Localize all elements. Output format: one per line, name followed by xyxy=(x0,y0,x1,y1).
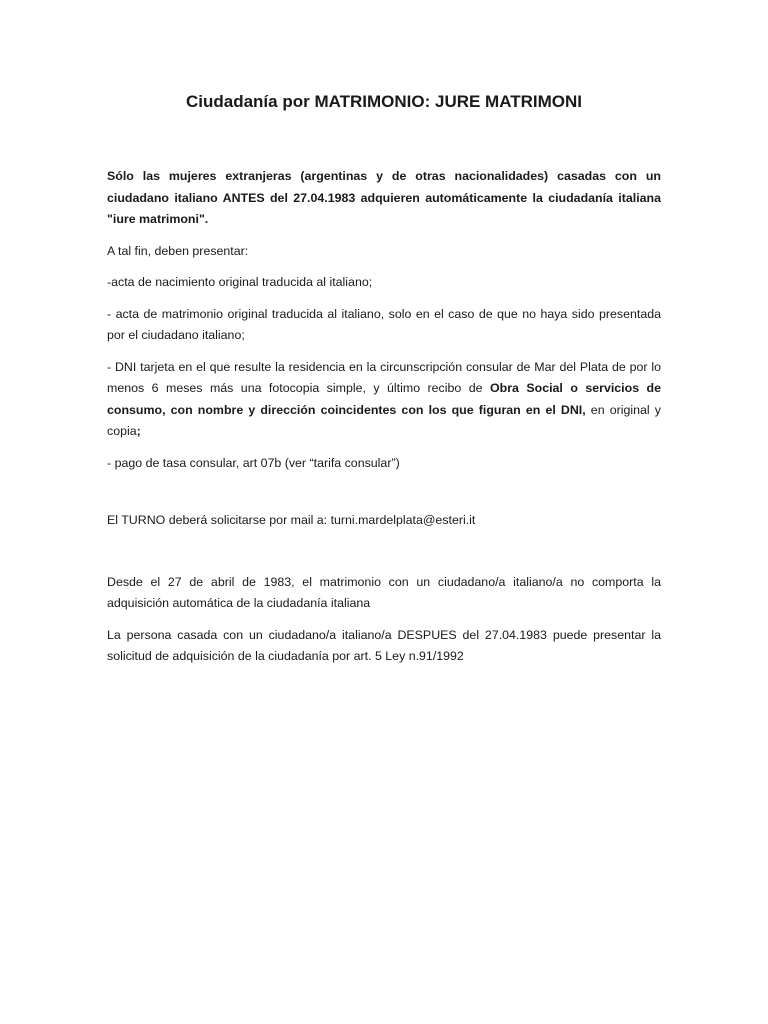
requirement-dni-copy-text: en original y copia xyxy=(107,402,661,438)
requirement-dni-text: - DNI tarjeta en el que resulte la residencia en la circunscripción consular de Mar del Plata de por lo menos 6 meses más una fotocopia simple, y último recibo de xyxy=(107,359,661,395)
page-title: Ciudadanía por MATRIMONIO: JURE MATRIMONI xyxy=(185,92,583,111)
note-after-1983-paragraph: La persona casada con un ciudadano/a italiano/a DESPUES del 27.04.1983 puede presentar la solicitud de adquisición de la ciudadanía por art. 5 Ley n.91/1992 xyxy=(107,627,661,663)
requirements-lead: A tal fin, deben presentar: xyxy=(107,243,249,258)
requirement-dni-bold-text: Obra Social o servicios de consumo, con nombre y dirección coincidentes con los que figuran en el DNI, xyxy=(107,381,662,417)
requirement-dni-semicolon: ; xyxy=(136,424,141,438)
intro-paragraph: Sólo las mujeres extranjeras (argentinas y de otras nacionalidades) casadas con un ciudadano italiano ANTES del 27.04.1983 adquieren automáticamente la ciudadanía italiana "iure matrimoni". xyxy=(107,169,661,226)
requirement-marriage-certificate: - acta de matrimonio original traducida al italiano, solo en el caso de que no haya sido presentada por el ciudadano italiano; xyxy=(107,306,661,342)
note-1983-paragraph: Desde el 27 de abril de 1983, el matrimonio con un ciudadano/a italiano/a no comporta la adquisición automática de la ciudadanía italiana xyxy=(107,574,661,610)
requirement-birth-certificate: -acta de nacimiento original traducida al italiano; xyxy=(107,275,373,289)
requirement-dni xyxy=(107,357,661,443)
document-content xyxy=(107,90,661,678)
requirement-consular-fee: - pago de tasa consular, art 07b (ver “tarifa consular”) xyxy=(107,455,400,470)
turno-paragraph: El TURNO deberá solicitarse por mail a: turni.mardelplata@esteri.it xyxy=(107,513,476,527)
